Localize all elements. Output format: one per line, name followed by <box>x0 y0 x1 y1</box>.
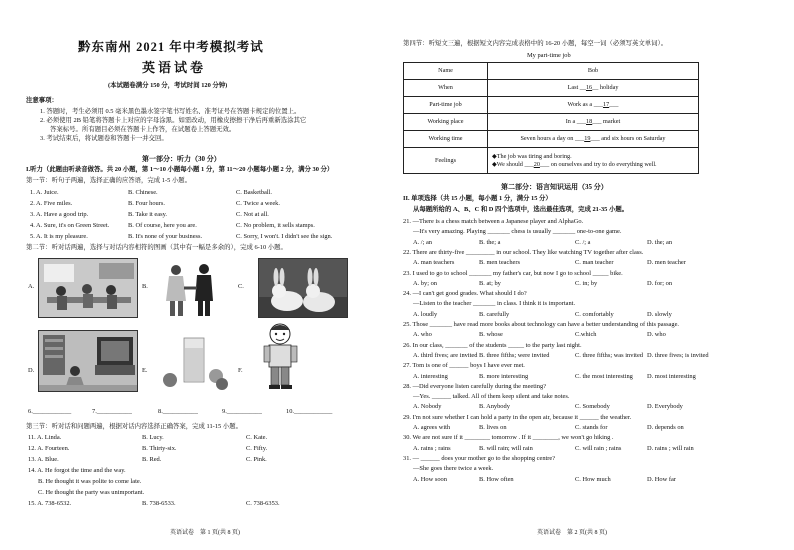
exam-title: 黔东南州 2021 年中考模拟考试 <box>78 40 264 54</box>
page-footer: 英语试卷 第 1 页(共 8 页) <box>170 530 240 536</box>
question-stem: 30. We are not sure if it ________ tomorrow . If it ________, we won't go hiking . <box>403 434 614 442</box>
question-stem: 31. — ______ does your mother go to the shopping centre? <box>403 454 556 462</box>
question-option: A. man teachers <box>413 259 455 267</box>
table-row <box>404 63 699 80</box>
picture-label-d: D. <box>28 367 35 374</box>
question-option: D. Everybody <box>647 403 683 411</box>
question-option: D. the; an <box>647 238 673 246</box>
table-cell: Working place <box>404 114 488 131</box>
question-option: C. Kate. <box>246 434 268 441</box>
question-option: 3. A. Have a good trip. <box>30 211 89 218</box>
question-option: C. /; a <box>575 238 591 246</box>
feelings-line: ◆The job was tiring and boring. <box>492 152 572 160</box>
table-row <box>404 80 699 97</box>
right-page <box>397 0 794 550</box>
section2-heading: II. 单项选择（共 15 小题，每小题 1 分，满分 15 分） <box>403 195 552 202</box>
question-option: B. 738-6533. <box>142 500 176 507</box>
question-stem: —Listen to the teacher _______ in class. I think it is important. <box>413 300 576 308</box>
question-option: 1. A. Juice. <box>30 189 59 196</box>
question-option: C. No problem, it sells stamps. <box>236 222 315 229</box>
question-option: C. Fifty. <box>246 445 268 452</box>
question-option: C. the most interesting <box>575 372 633 380</box>
table-row <box>404 131 699 148</box>
question-option: 11. A. Linda. <box>28 434 62 441</box>
question-stem: 27. Tom is one of ______ boys I have ever met. <box>403 362 525 370</box>
table-cell: Part-time job <box>404 97 488 114</box>
question-option: C. How much <box>575 475 611 483</box>
question-option: D. How far <box>647 475 676 483</box>
question-option: B. Thirty-six. <box>142 445 177 452</box>
question-option: B. more interesting <box>479 372 529 380</box>
notice-line: 1. 答题时，考生必须用 0.5 毫米黑色墨水签字笔书写姓名、准考证号在答题卡规定的位置上。 <box>40 108 301 115</box>
question-option: C. Sorry, I won't. I didn't see the sign. <box>236 233 333 240</box>
answer-blank: 10.____________ <box>286 408 333 415</box>
table-title: My part-time job <box>527 52 571 59</box>
question-option: B. Take it easy. <box>128 211 167 218</box>
answer-blank: 8.___________ <box>158 408 198 415</box>
answer-blank: 6.____________ <box>28 408 72 415</box>
question-stem: —It's very amazing. Playing _______ chess is usually _______ one-to-one game. <box>413 228 622 236</box>
question-option: C. man teacher <box>575 259 614 267</box>
picture-label-b: B. <box>142 283 148 290</box>
question-option: D. slowly <box>647 310 672 318</box>
question-option: C. Twice a week. <box>236 200 280 207</box>
question-option: 15. A. 738-6532. <box>28 500 72 507</box>
table-cell: When <box>404 80 488 97</box>
question-option: D. who <box>647 331 666 339</box>
table-cell: Work as a ___17___ <box>488 97 699 114</box>
question-option: D. depends on <box>647 424 684 431</box>
picture-a-classroom <box>38 258 138 318</box>
question-option: A. How soon <box>413 475 447 483</box>
question-option: C. three fifths; was invited <box>575 351 643 359</box>
question-option: B. whose <box>479 331 503 339</box>
section1-part1: 第一节：听句子两遍，选择正确的应答语，完成 1-5 小题。 <box>26 177 192 184</box>
question-option: A. agrees with <box>413 424 451 431</box>
question-option: 12. A. Fourteen. <box>28 445 70 452</box>
question-option: 4. A. Sure, it's on Green Street. <box>30 222 110 229</box>
table-cell: In a ___18___ market <box>488 114 699 131</box>
part-time-job-table <box>403 62 699 174</box>
question-option: B. It's none of your business. <box>128 233 203 240</box>
question-option: D. rains ; will rain <box>647 444 694 452</box>
notice-line: 3. 考试结束后，将试题卷和答题卡一并交回。 <box>40 135 168 142</box>
question-option: 13. A. Blue. <box>28 456 59 463</box>
question-option: D. most interesting <box>647 372 696 380</box>
part2-heading: 第二部分：语言知识运用（35 分） <box>501 183 608 191</box>
question-stem: 24. —I can't get good grades. What should I do? <box>403 290 527 298</box>
question-option: C. Not at all. <box>236 211 269 218</box>
question-option: B. He thought it was polite to come late. <box>38 478 142 485</box>
question-option: 5. A. It is my pleasure. <box>30 233 88 240</box>
question-option: A. loudly <box>413 310 438 318</box>
table-cell: Feelings <box>404 148 488 174</box>
question-option: D. men teacher <box>647 259 686 267</box>
question-option: B. Red. <box>142 456 162 463</box>
section4-heading: 第四节：听短文三遍，根据短文内容完成表格中的 16-20 小题，每空一词（必须写英文单词）。 <box>403 40 668 47</box>
picture-label-e: E. <box>142 367 148 374</box>
question-option: A. /; an <box>413 238 432 246</box>
question-option: A. third fives; are invited <box>413 351 478 359</box>
question-stem: 21. —There is a chess match between a Japanese player and AlphaGo. <box>403 218 584 225</box>
question-option: D. three fives; is invited <box>647 351 709 359</box>
picture-d-tv-room <box>38 330 138 392</box>
question-option: B. the; a <box>479 238 501 246</box>
question-stem: 25. Those _______ have read more books about technology can have a better understanding of this passage. <box>403 321 680 328</box>
feelings-line: ◆We should ___20___ on ourselves and try to do everything well. <box>492 160 657 168</box>
table-cell: Bob <box>488 63 699 80</box>
question-option: C. Pink. <box>246 456 267 463</box>
answer-blank: 7.___________ <box>92 408 132 415</box>
question-option: B. carefully <box>479 310 510 318</box>
question-option: B. Four hours. <box>128 200 165 207</box>
exam-subtitle: 英语试卷 <box>142 60 207 75</box>
table-row <box>404 148 699 174</box>
part1-heading: 第一部分：听力（30 分） <box>142 155 221 163</box>
question-stem: 22. There are thirty-five _________ in our school. They like watching TV together after class. <box>403 248 644 256</box>
question-option: B. lives on <box>479 424 507 431</box>
question-option: C. Somebody <box>575 403 610 411</box>
question-stem: —She goes there twice a week. <box>413 465 494 473</box>
question-option: 14. A. He forgot the time and the way. <box>28 467 126 474</box>
table-row <box>404 97 699 114</box>
notice-line: 答案标号。所有题目必须在答题卡上作答，在试题卷上答题无效。 <box>50 126 236 133</box>
section1-heading: I.听力（此题由听录音做答。共 20 小题，第 1～10 小题每小题 1 分，第 11～20 小题每小题 2 分，满分 30 分） <box>26 166 334 173</box>
question-option: C. stands for <box>575 424 608 431</box>
question-option: A. Nobody <box>413 403 442 411</box>
picture-b-handshake <box>150 258 230 318</box>
section1-part2: 第二节：听对话两遍，选择与对话内容相符的图画（其中有一幅是多余的），完成 6-10 小题。 <box>26 244 287 251</box>
question-option: C. in; by <box>575 279 598 287</box>
question-option: C.which <box>575 331 597 339</box>
table-cell: Working time <box>404 131 488 148</box>
table-cell: Seven hours a day on ___19___ and six hours on Saturday <box>488 131 699 148</box>
question-option: D. for; on <box>647 279 673 287</box>
question-option: A. who <box>413 331 432 339</box>
question-option: B. How often <box>479 475 514 483</box>
score-note: (本试题卷满分 150 分，考试时间 120 分钟) <box>108 82 228 89</box>
picture-c-rabbits <box>258 258 348 318</box>
picture-f-boy-cartoon <box>258 320 303 392</box>
question-stem: 23. I used to go to school _______ my father's car, but now I go to school _____ bike. <box>403 269 623 277</box>
notice-line: 2. 必须使用 2B 铅笔将答题卡上对应的字母涂黑。如需改动，用橡皮擦擦干净后再重新选涂其它 <box>40 117 307 124</box>
picture-label-a: A. <box>28 283 35 290</box>
table-row <box>404 114 699 131</box>
answer-blank: 9.___________ <box>222 408 262 415</box>
section1-part3: 第三节：听对话和问题两遍，根据对话内容选择正确答案，完成 11-15 小题。 <box>26 423 242 430</box>
question-option: C. will rain ; rains <box>575 444 622 452</box>
question-option: B. Anybody <box>479 403 510 411</box>
question-option: C. 738-6353. <box>246 500 280 507</box>
question-option: B. three fifths; were invited <box>479 351 550 359</box>
table-cell: Last __16__ holiday <box>488 80 699 97</box>
question-option: B. at; by <box>479 279 501 287</box>
section2-instructions: 从每题所给的 A、B、C 和 D 四个选项中，选出最佳选项，完成 21-35 小题。 <box>413 206 629 213</box>
question-option: A. rains ; rains <box>413 444 451 452</box>
question-stem: 29. I'm not sure whether I can hold a party in the open air, because it ______ the weather. <box>403 413 632 421</box>
page-footer: 英语试卷 第 2 页(共 8 页) <box>537 530 607 536</box>
question-option: A. by; on <box>413 279 437 287</box>
question-option: B. Lucy. <box>142 434 164 441</box>
question-stem: 28. —Did everyone listen carefully during the meeting? <box>403 382 547 390</box>
question-option: B. Chinese. <box>128 189 158 196</box>
question-option: B. men teachers <box>479 259 520 267</box>
question-option: C. comfortably <box>575 310 614 318</box>
table-cell <box>488 148 699 174</box>
question-option: B. Of course, here you are. <box>128 222 197 229</box>
question-stem: —Yes. ______ talked. All of them keep silent and take notes. <box>413 393 570 401</box>
table-cell: Name <box>404 63 488 80</box>
question-option: C. He thought the party was unimportant. <box>38 489 145 496</box>
question-option: B. will rain; will rain <box>479 444 533 452</box>
question-option: 2. A. Five miles. <box>30 200 73 207</box>
picture-e-juice-fruit <box>160 334 230 392</box>
question-option: A. interesting <box>413 372 448 380</box>
picture-label-c: C. <box>238 283 244 290</box>
question-stem: 26. In our class, _______ of the students _____ to the party last night. <box>403 341 582 349</box>
question-option: C. Basketball. <box>236 189 273 196</box>
picture-label-f: F. <box>238 367 243 374</box>
notice-heading: 注意事项： <box>26 97 58 104</box>
